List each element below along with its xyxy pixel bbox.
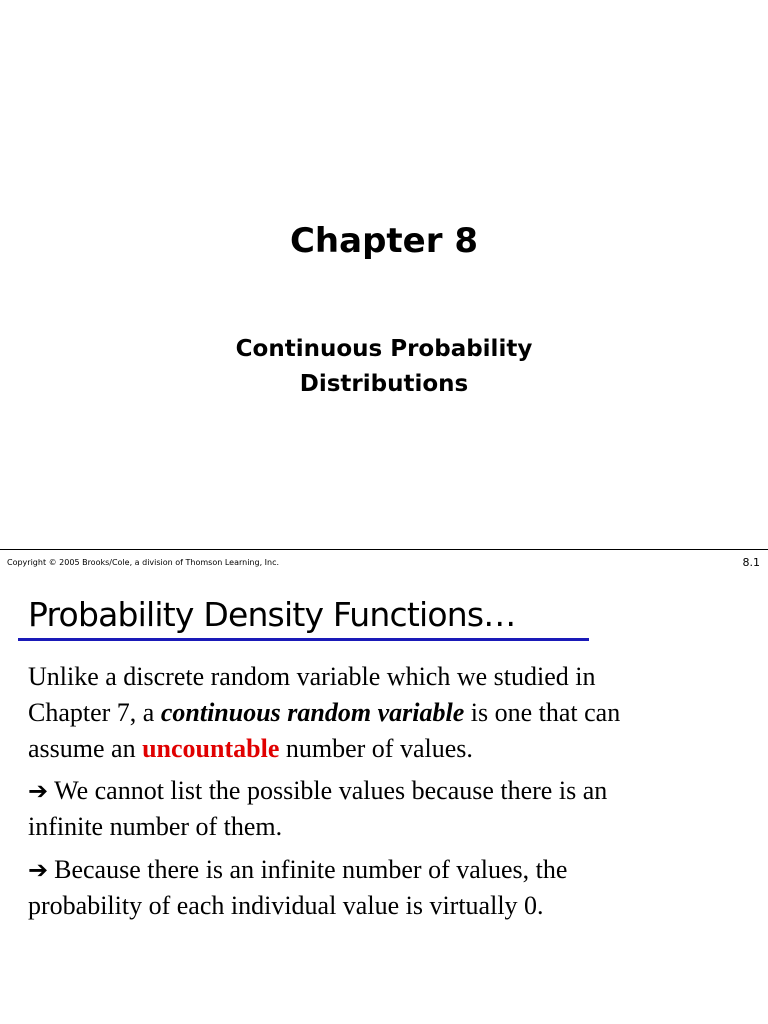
- right-arrow-icon: ➔: [28, 856, 49, 884]
- bullet-item-1: [28, 773, 748, 845]
- bullet-item-2: [28, 852, 748, 924]
- bullet-1-line1: We cannot list the possible values because there is an: [54, 776, 608, 805]
- right-arrow-icon: ➔: [28, 777, 49, 805]
- intro-line1: Unlike a discrete random variable which we studied in: [28, 662, 596, 691]
- copyright-notice: Copyright © 2005 Brooks/Cole, a division of Thomson Learning, Inc.: [7, 558, 280, 567]
- slide-divider: [0, 549, 768, 550]
- bullet-1-line2: infinite number of them.: [28, 812, 283, 841]
- bullet-2-line1: Because there is an infinite number of values, the: [54, 855, 568, 884]
- uncountable-term: uncountable: [142, 734, 280, 763]
- chapter-subtitle-line2: Distributions: [299, 371, 469, 397]
- chapter-subtitle: [0, 332, 768, 402]
- continuous-random-variable-term: continuous random variable: [160, 698, 465, 727]
- bullet-2-line2: probability of each individual value is virtually 0.: [28, 891, 544, 920]
- intro-line2-end: is one that can: [464, 698, 621, 727]
- intro-line3-start: assume an: [28, 734, 143, 763]
- intro-line2-start: Chapter 7, a: [28, 698, 161, 727]
- title-underline: [18, 638, 589, 641]
- chapter-subtitle-line1: Continuous Probability: [235, 336, 533, 362]
- page-number: 8.1: [742, 556, 760, 569]
- intro-paragraph: [28, 659, 748, 767]
- chapter-title: Chapter 8: [289, 221, 478, 261]
- slide-title: Probability Density Functions…: [28, 595, 516, 634]
- intro-line3-end: number of values.: [279, 734, 473, 763]
